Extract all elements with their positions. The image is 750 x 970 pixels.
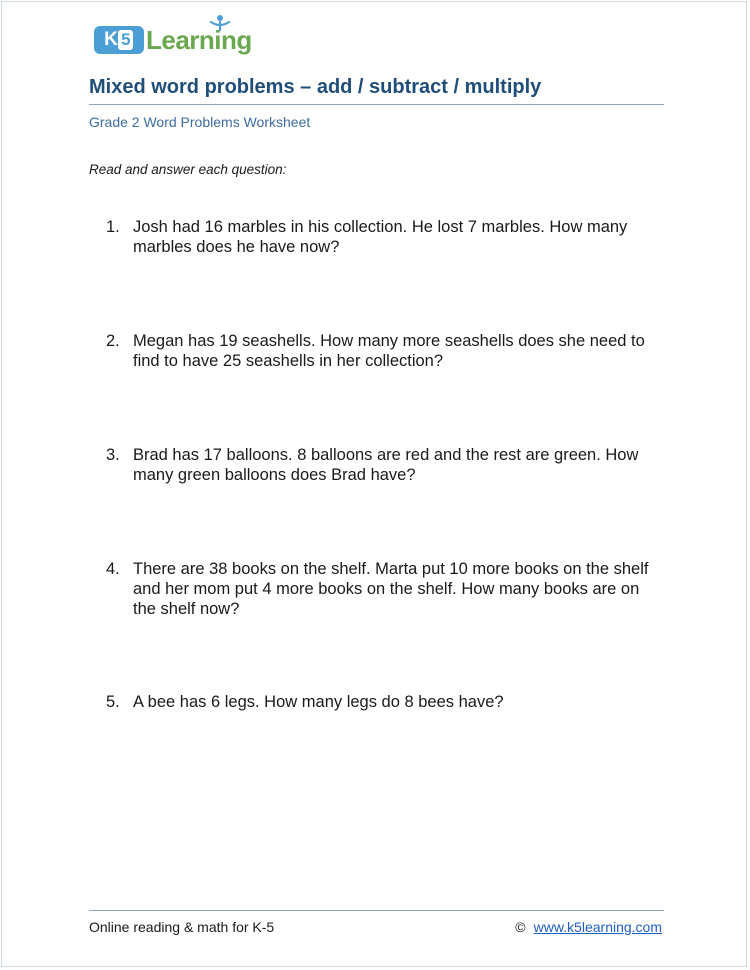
jumping-figure-icon bbox=[208, 14, 232, 34]
k5-learning-logo[interactable] bbox=[94, 18, 254, 58]
question-text: Josh had 16 marbles in his collection. He lost 7 marbles. How many marbles does he have now? bbox=[133, 218, 628, 256]
question-number: 5. bbox=[106, 693, 120, 711]
logo-badge bbox=[94, 26, 144, 54]
website-link[interactable]: www.k5learning.com bbox=[533, 919, 662, 935]
logo-five: 5 bbox=[118, 30, 133, 50]
logo-wordmark: Learning bbox=[146, 25, 252, 55]
question-text: Brad has 17 balloons. 8 balloons are red and the rest are green. How many green balloons does Brad have? bbox=[133, 446, 639, 484]
instruction-text: Read and answer each question: bbox=[89, 162, 287, 177]
question-item bbox=[106, 692, 666, 712]
question-text: Megan has 19 seashells. How many more seashells does she need to find to have 25 seashells in her collection? bbox=[133, 332, 645, 370]
question-item bbox=[106, 445, 666, 485]
question-number: 4. bbox=[106, 560, 120, 578]
question-text: A bee has 6 legs. How many legs do 8 bees have? bbox=[133, 693, 504, 711]
footer-divider bbox=[89, 910, 664, 911]
copyright-symbol: © bbox=[515, 919, 526, 935]
question-item bbox=[106, 217, 666, 257]
worksheet-subtitle: Grade 2 Word Problems Worksheet bbox=[89, 114, 311, 130]
question-number: 3. bbox=[106, 446, 120, 464]
question-number: 1. bbox=[106, 218, 120, 236]
question-text: There are 38 books on the shelf. Marta put 10 more books on the shelf and her mom put 4 more books on the shelf. How many books are on the shelf now? bbox=[133, 560, 649, 618]
question-number: 2. bbox=[106, 332, 120, 350]
title-divider bbox=[89, 104, 664, 105]
worksheet-title: Mixed word problems – add / subtract / multiply bbox=[89, 76, 542, 98]
footer-link-group bbox=[515, 919, 662, 935]
logo-k: K bbox=[104, 29, 117, 50]
question-item bbox=[106, 331, 666, 371]
footer-tagline: Online reading & math for K-5 bbox=[89, 919, 275, 935]
question-item bbox=[106, 559, 666, 619]
